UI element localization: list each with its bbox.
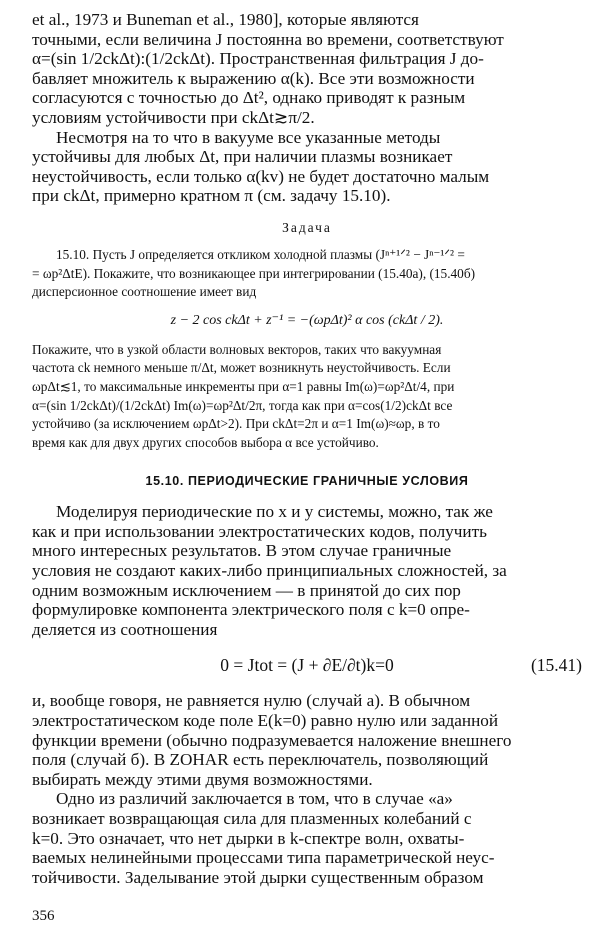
text-line: условия не создают каких-либо принципиальных сложностей, за xyxy=(32,561,507,581)
text-line: бавляет множитель к выражению α(k). Все эти возможности xyxy=(32,68,475,88)
text-line: неустойчивость, если только α(kv) не будет достаточно малым xyxy=(32,166,490,186)
page xyxy=(32,10,582,887)
text-line: k=0. Это означает, что нет дырки в k-спектре волн, охваты- xyxy=(32,828,465,848)
text-line: 15.10. Пусть J определяется откликом холодной плазмы (Jⁿ⁺¹ᐟ² − Jⁿ⁻¹ᐟ² = xyxy=(56,246,465,262)
section-paragraph xyxy=(32,502,582,639)
text-line: согласуются с точностью до Δt², однако приводят к разным xyxy=(32,88,466,108)
equation-body: 0 = Jtot = (J + ∂E/∂t)k=0 xyxy=(220,655,394,676)
text-line: тойчивости. Заделывание этой дырки существенным образом xyxy=(32,867,484,887)
text-line: много интересных результатов. В этом случае граничные xyxy=(32,541,452,561)
text-line: устойчиво (за исключением ωpΔt>2). При ckΔt=2π и α=1 Im(ω)≈ωp, в то xyxy=(32,416,440,432)
text-line: α=(sin 1/2ckΔt)/(1/2ckΔt) Im(ω)=ωp²Δt/2π, тогда как при α=cos(1/2)ckΔt все xyxy=(32,397,453,413)
text-line: время как для двух других способов выбора α все устойчиво. xyxy=(32,434,379,450)
section-paragraph-3 xyxy=(32,789,582,887)
problem-block xyxy=(32,246,582,452)
text-line: и, вообще говоря, не равняется нулю (случай а). В обычном xyxy=(32,691,471,711)
text-line: точными, если величина J постоянна во времени, соответствуют xyxy=(32,29,504,49)
text-line: формулировке компонента электрического поля с k=0 опре- xyxy=(32,600,470,620)
text-line: возникает возвращающая сила для плазменных колебаний с xyxy=(32,809,472,828)
text-line: Несмотря на то что в вакууме все указанные методы xyxy=(56,127,441,147)
text-line: α=(sin 1/2ckΔt):(1/2ckΔt). Пространственная фильтрация J до- xyxy=(32,49,484,69)
text-line: поля (случай б). В ZOHAR есть переключатель, позволяющий xyxy=(32,750,489,770)
text-line: дисперсионное соотношение имеет вид xyxy=(32,284,257,300)
equation-15-41 xyxy=(32,647,582,683)
section-title: 15.10. ПЕРИОДИЧЕСКИЕ ГРАНИЧНЫЕ УСЛОВИЯ xyxy=(145,474,469,489)
text-line: условиям устойчивости при ckΔt≳π/2. xyxy=(32,107,315,127)
text-line: ωpΔt≲1, то максимальные инкременты при α=1 равны Im(ω)=ωp²Δt/4, при xyxy=(32,378,455,394)
section-paragraph-2 xyxy=(32,691,582,789)
text-line: одним возможным исключением — в принятой до сих пор xyxy=(32,580,461,600)
text-line: устойчивы для любых Δt, при наличии плазмы возникает xyxy=(32,147,453,167)
text-line: электростатическом коде поле E(k=0) равно нулю или заданной xyxy=(32,711,499,731)
text-line: при ckΔt, примерно кратном π (см. задачу 15.10). xyxy=(32,186,391,206)
text-line: Моделируя периодические по x и y системы, можно, так же xyxy=(56,502,493,522)
text-line: деляется из соотношения xyxy=(32,619,218,639)
text-line: как и при использовании электростатических кодов, получить xyxy=(32,521,487,541)
text-line: функции времени (обычно подразумевается наложение внешнего xyxy=(32,730,512,750)
text-line: et al., 1973 и Buneman et al., 1980], которые являются xyxy=(32,10,419,29)
text-line: Одно из различий заключается в том, что в случае «а» xyxy=(56,789,453,809)
text-line: Покажите, что в узкой области волновых векторов, таких что вакуумная xyxy=(32,341,442,357)
text-line: частота ck немного меньше π/Δt, может возникнуть неустойчивость. Если xyxy=(32,360,451,376)
text-line: = ωp²ΔtE). Покажите, что возникающее при интегрировании (15.40а), (15.40б) xyxy=(32,265,476,281)
dispersion-formula: z − 2 cos ckΔt + z⁻¹ = −(ωpΔt)² α cos (ckΔt / 2). xyxy=(170,312,444,328)
page-number: 356 xyxy=(32,908,55,924)
problem-heading: Задача xyxy=(282,219,332,235)
intro-paragraph xyxy=(32,10,582,128)
text-line: ваемых нелинейными процессами типа параметрической неус- xyxy=(32,848,495,868)
text-line: выбирать между этими двумя возможностями. xyxy=(32,769,373,789)
equation-number: (15.41) xyxy=(530,655,582,676)
paragraph-2 xyxy=(32,128,582,206)
